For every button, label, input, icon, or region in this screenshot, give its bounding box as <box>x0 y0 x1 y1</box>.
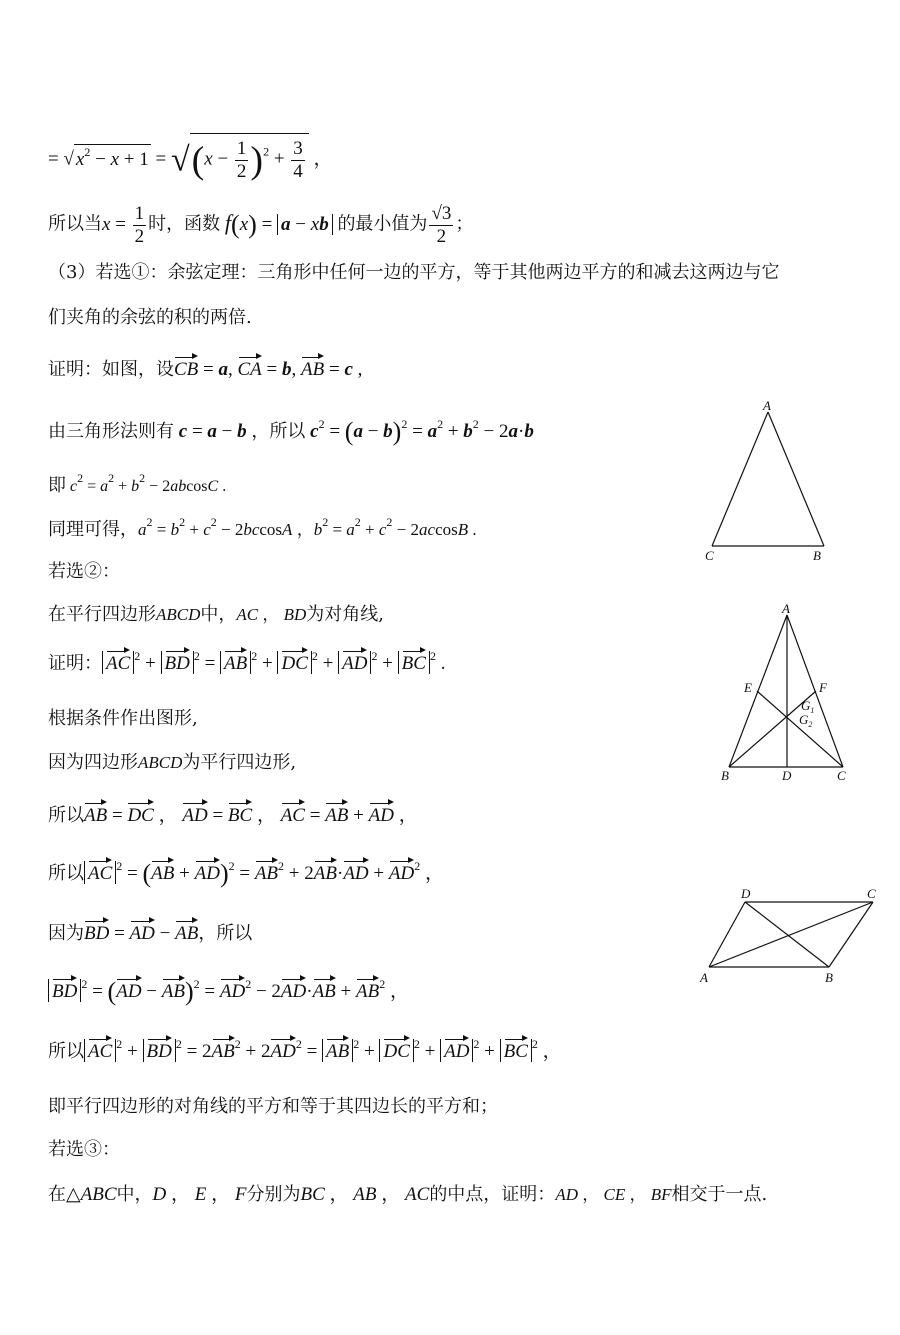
because-parallelogram: 因为四边形ABCD为平行四边形, <box>48 752 297 773</box>
choose-2: 若选②： <box>48 561 120 582</box>
text-because1-pre: 因为四边形 <box>48 752 138 773</box>
text-l1-pre: 所以当 <box>48 213 102 235</box>
text-l1-post: 的最小值为 <box>337 213 428 235</box>
choose-3: 若选③： <box>48 1139 120 1160</box>
median-statement: 在△ABC中，D ， E ， F分别为BC ， AB ， AC的中点，证明：AD ， CE ， BF相交于一点. <box>48 1184 768 1205</box>
label-median-F: F <box>819 680 827 695</box>
min-value-line: 所以当x = $\frac{1}{2}$ 时，函数 f(x) = a − xb 的最小值为 $\frac{√3}{2}$ ； <box>48 203 474 247</box>
ac-squared-expansion: 所以 AC $^2 = (AB + AD)^2 = AB^2 + 2AB\cdot AD + AD^2$ ， <box>48 859 444 888</box>
text-para-post: 为对角线, <box>306 604 385 625</box>
text-l1-mid: 时，函数 <box>148 213 221 235</box>
proof1-setup: 证明：如图，设CB = a, CA = b, AB = c , <box>48 359 363 380</box>
triangle-rule-line: 由三角形法则有 c = a − b ，所以 $c^2 = (a - b)^2 = a^2 + b^2 - 2a\cdot b$ <box>48 417 534 446</box>
text-tri-rule-mid: ，所以 <box>251 421 306 442</box>
label-triangle-A: A <box>763 398 771 413</box>
label-median-B: B <box>721 768 729 783</box>
label-median-A: A <box>782 601 790 616</box>
median-figure <box>715 600 855 785</box>
label-para-C: C <box>867 886 876 901</box>
text-ji: 即 <box>48 475 66 496</box>
text-suoyi-1: 所以 <box>48 805 84 826</box>
label-triangle-B: B <box>813 548 821 563</box>
text-para-mid: 中， <box>200 604 237 625</box>
vector-equalities: 所以AB = DC ， AD = BC ， AC = AB + AD ， <box>48 805 418 826</box>
draw-figure-line: 根据条件作出图形, <box>48 708 198 729</box>
text-proof1-pre: 证明：如图，设 <box>48 359 174 380</box>
parallelogram-setup: 在平行四边形ABCD中，AC ， BD为对角线, <box>48 604 385 625</box>
cosine-law-statement-cont: 们夹角的余弦的积的两倍. <box>48 307 252 328</box>
text-l1-end: ； <box>455 213 474 235</box>
label-median-D: D <box>782 768 792 783</box>
text-tongli: 同理可得， <box>48 519 138 540</box>
cosine-law-result: 即 $c^2 = a^2 + b^2 - 2abcosC$ . <box>48 471 227 496</box>
text-median-pre: 在 <box>48 1184 66 1205</box>
bd-vector: 因为BD = AD − AB，所以 <box>48 923 253 944</box>
triangle-figure <box>700 398 840 568</box>
bd-squared-expansion: BD $^2 = (AD - AB)^2 = AD^2 - 2AD\cdot AB + AB^2$ ， <box>48 978 409 1005</box>
text-para-pre: 在平行四边形 <box>48 604 156 625</box>
text-median-mid2: 分别为 <box>246 1184 301 1205</box>
label-median-E: E <box>744 680 752 695</box>
text-suoyi-2: 所以 <box>48 863 84 884</box>
text-median-mid1: 中， <box>116 1184 153 1205</box>
cosine-law-statement: （3）若选①：余弦定理：三角形中任何一边的平方，等于其他两边平方的和减去这两边与它 <box>48 262 780 283</box>
label-triangle-C: C <box>705 548 714 563</box>
label-median-G2: $G_2$ <box>799 712 813 729</box>
text-median-end: 相交于一点. <box>671 1184 768 1205</box>
label-para-D: D <box>741 886 751 901</box>
text-median-mid3: 的中点，证明： <box>429 1184 556 1205</box>
label-para-B: B <box>825 970 833 985</box>
text-because2: 因为 <box>48 923 84 944</box>
label-median-G1: $G_1$ <box>801 698 815 715</box>
text-proof2: 证明： <box>48 653 102 674</box>
label-para-A: A <box>700 970 708 985</box>
parallelogram-conclusion: 即平行四边形的对角线的平方和等于其四边长的平方和； <box>48 1096 498 1117</box>
text-suoyi-3: 所以 <box>48 1041 84 1062</box>
sum-of-squares: 所以 AC $^2$ + BD $^2 = 2AB^2 + 2AD^2$ = AB $^2$ + DC $^2$ + AD $^2$ + BC $^2$ ， <box>48 1037 562 1062</box>
cosine-law-similar: 同理可得，$a^2 = b^2 + c^2 - 2bccosA$ ，$b^2 = a^2 + c^2 - 2accosB$ . <box>48 515 477 540</box>
text-tri-rule-pre: 由三角形法则有 <box>48 421 174 442</box>
proof2-statement: 证明： AC $^2$ + BD $^2$ = AB $^2$ + DC $^2$ + AD $^2$ + BC $^2$ . <box>48 649 446 674</box>
text-because1-post: 为平行四边形, <box>182 752 297 773</box>
text-suoyi2: ，所以 <box>198 923 253 944</box>
sqrt-expression: = √ $x^2 - x + 1 = √(x$ − $\frac{1}{2}$ )$^2$ + $\frac{3}{4}$ ， <box>48 133 333 183</box>
label-median-C: C <box>837 768 846 783</box>
parallelogram-figure <box>695 885 885 990</box>
